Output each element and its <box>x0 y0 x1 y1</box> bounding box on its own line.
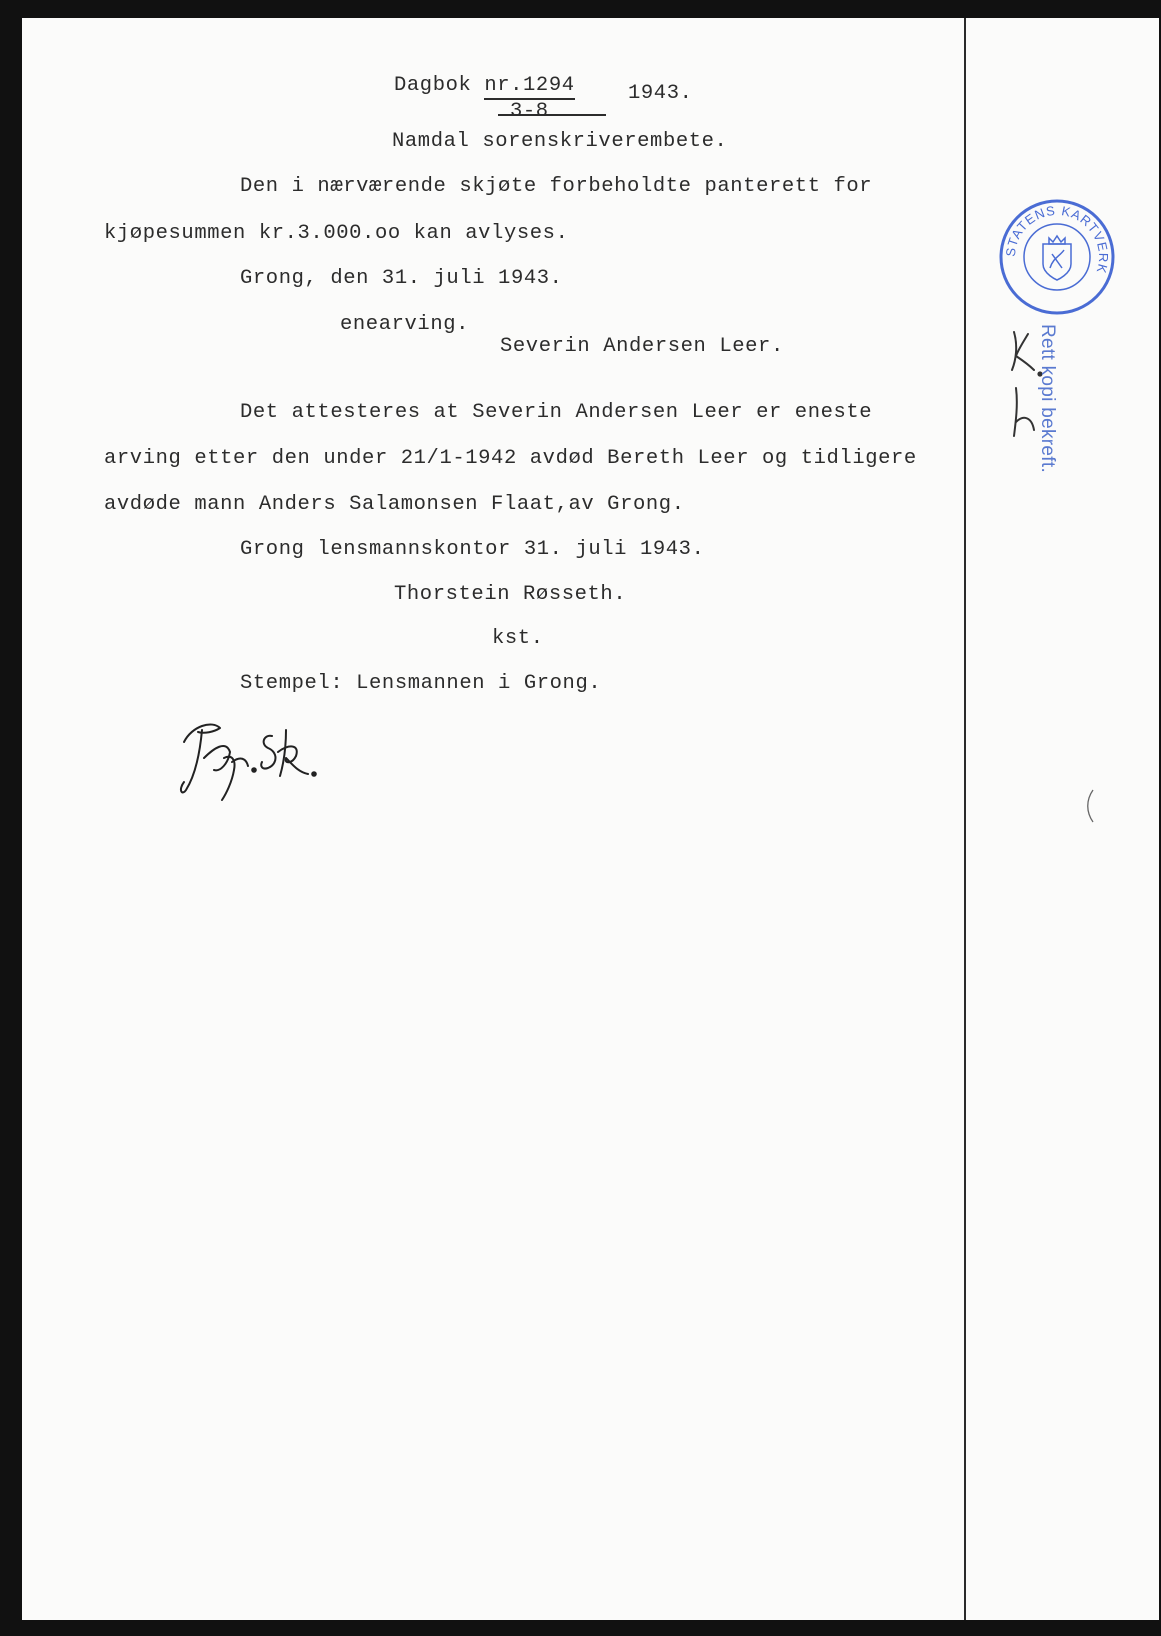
journal-subnumber: 3-8 <box>510 100 549 123</box>
journal-year: 1943. <box>628 82 693 105</box>
role-label: enearving. <box>340 313 470 336</box>
stamp-note: Stempel: Lensmannen i Grong. <box>240 672 602 695</box>
signer-1: Severin Andersen Leer. <box>500 335 784 358</box>
office-name: Namdal sorenskriverembete. <box>392 130 728 153</box>
signer-2: Thorstein Røsseth. <box>394 583 627 606</box>
signer-2-title: kst. <box>492 627 544 650</box>
document-page <box>22 18 1159 1620</box>
journal-label: Dagbok <box>394 74 485 97</box>
para2-line1: Det attesteres at Severin Andersen Leer er eneste <box>240 401 873 424</box>
coat-of-arms-icon <box>1043 236 1071 280</box>
para2-line2: arving etter den under 21/1-1942 avdød Bereth Leer og tidligere <box>104 447 917 470</box>
journal-header <box>394 74 575 98</box>
place-date-1: Grong, den 31. juli 1943. <box>240 267 563 290</box>
statens-kartverk-stamp <box>998 198 1116 316</box>
journal-number: nr.1294 <box>484 74 574 100</box>
place-date-2: Grong lensmannskontor 31. juli 1943. <box>240 538 705 561</box>
certification-text: Rett kopi bekreft. <box>1037 324 1058 474</box>
para1-line1: Den i nærværende skjøte forbeholdte panterett for <box>240 175 873 198</box>
stamp-text: STATENS KARTVERK <box>1002 202 1112 276</box>
para2-line3: avdøde mann Anders Salamonsen Flaat,av Grong. <box>104 493 685 516</box>
margin-mark <box>1084 786 1096 826</box>
para1-line2: kjøpesummen kr.3.000.oo kan avlyses. <box>104 222 569 245</box>
margin-rule <box>964 18 966 1620</box>
handwritten-signature <box>174 712 324 802</box>
